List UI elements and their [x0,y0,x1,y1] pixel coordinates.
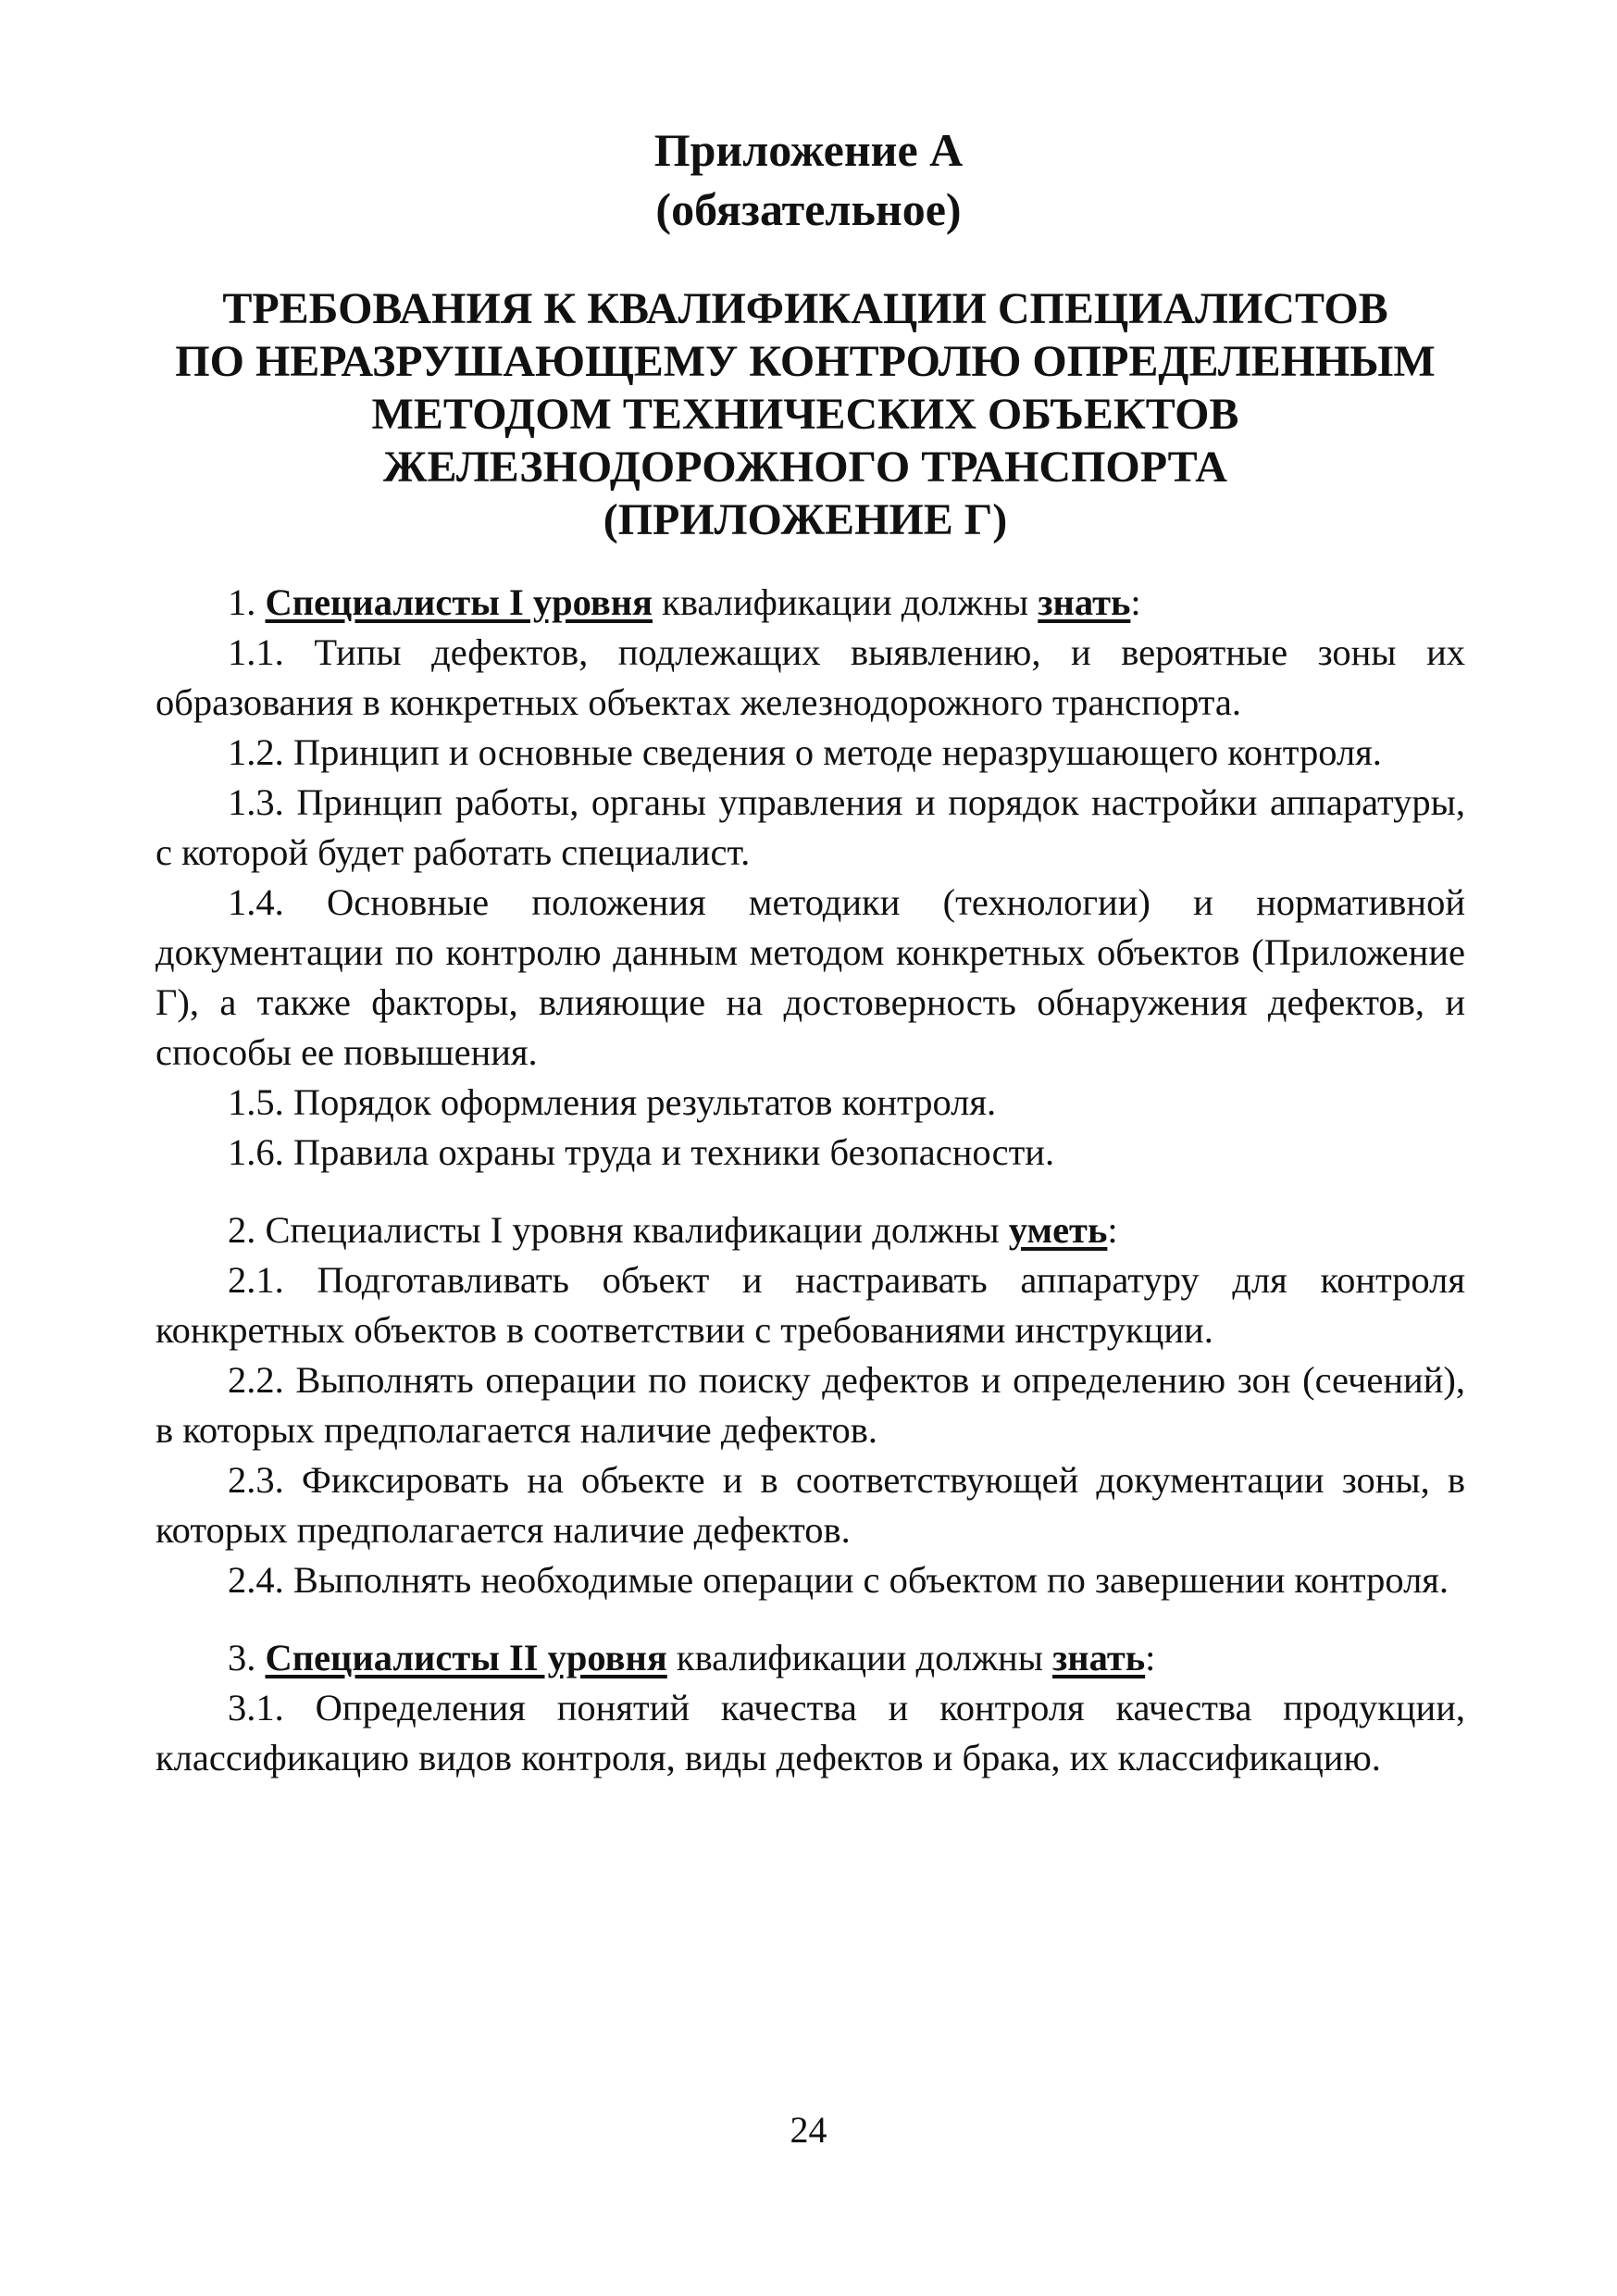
section-verb: знать [1052,1637,1146,1678]
section-text: квалификации должны [662,581,1029,623]
section-subject: Специалисты I уровня [265,581,653,623]
annex-header [0,120,1617,239]
section-subject: Специалисты II уровня [265,1637,667,1678]
document-body [155,578,1465,1783]
title-line: ТРЕБОВАНИЯ К КВАЛИФИКАЦИИ СПЕЦИАЛИСТОВ [222,284,1388,333]
paragraph-1-3: 1.3. Принцип работы, органы управления и порядок настройки аппаратуры, с которой будет работать специалист. [155,781,1465,873]
annex-status: (обязательное) [655,183,962,235]
paragraph-1-4: 1.4. Основные положения методики (технологии) и нормативной документации по контролю данным методом конкретных объектов (Приложение Г), а также факторы, влияющие на достоверность обнаружения дефектов, и способы ее повышения. [155,881,1465,1073]
document-title [139,282,1472,546]
page-number: 24 [790,2109,827,2151]
colon: : [1107,1209,1118,1251]
section-number: 1. [228,581,256,623]
section-verb: уметь [1008,1209,1108,1251]
section-text: Специалисты I уровня квалификации должны [265,1209,1000,1251]
title-line: (ПРИЛОЖЕНИЕ Г) [603,495,1008,544]
section-number: 2. [228,1209,256,1251]
paragraph-1-6: 1.6. Правила охраны труда и техники безопасности. [228,1131,1055,1173]
paragraph-3-1: 3.1. Определения понятий качества и контроля качества продукции, классификацию видов контроля, виды дефектов и брака, их классификацию. [155,1687,1465,1778]
section-text: квалификации должны [676,1637,1043,1678]
paragraph-2-4: 2.4. Выполнять необходимые операции с объектом по завершении контроля. [228,1559,1449,1601]
paragraph-1-2: 1.2. Принцип и основные сведения о методе неразрушающего контроля. [228,731,1382,773]
section-number: 3. [228,1637,256,1678]
paragraph-2-2: 2.2. Выполнять операции по поиску дефектов и определению зон (сечений), в которых предполагается наличие дефектов. [155,1359,1465,1451]
section-heading-3 [155,1633,1465,1683]
title-line: ЖЕЛЕЗНОДОРОЖНОГО ТРАНСПОРТА [383,443,1227,492]
title-line: ПО НЕРАЗРУШАЮЩЕМУ КОНТРОЛЮ ОПРЕДЕЛЕННЫМ [175,337,1436,386]
colon: : [1145,1637,1156,1678]
section-heading-2 [155,1205,1465,1255]
annex-label: Приложение А [653,124,964,176]
paragraph-2-3: 2.3. Фиксировать на объекте и в соответствующей документации зоны, в которых предполагается наличие дефектов. [155,1459,1465,1551]
title-line: МЕТОДОМ ТЕХНИЧЕСКИХ ОБЪЕКТОВ [371,390,1239,439]
section-heading-1 [155,578,1465,628]
paragraph-1-5: 1.5. Порядок оформления результатов контроля. [228,1081,997,1123]
paragraph-1-1: 1.1. Типы дефектов, подлежащих выявлению, и вероятные зоны их образования в конкретных объектах железнодорожного транспорта. [155,631,1465,723]
colon: : [1130,581,1141,623]
paragraph-2-1: 2.1. Подготавливать объект и настраивать аппаратуру для контроля конкретных объектов в соответствии с требованиями инструкции. [155,1259,1465,1351]
section-verb: знать [1038,581,1131,623]
